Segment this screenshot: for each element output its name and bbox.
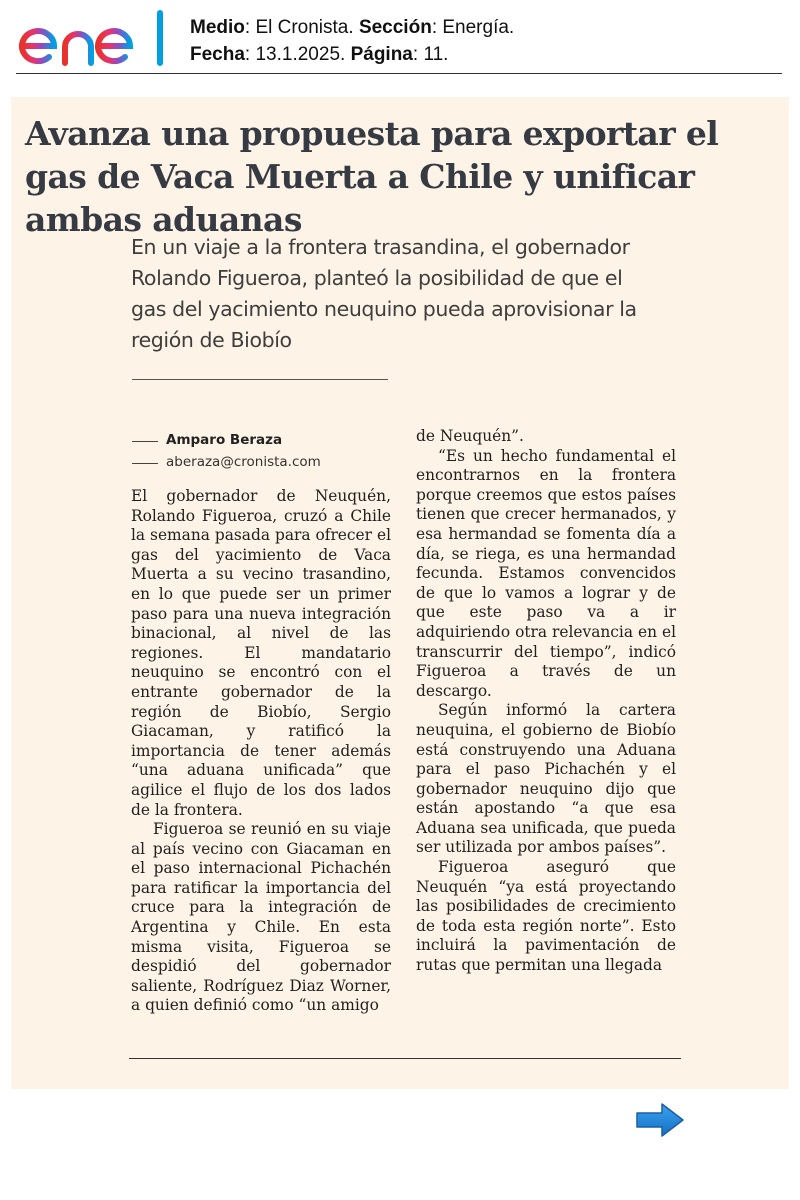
enel-logo: [16, 8, 172, 70]
pagina-value: 11.: [423, 44, 449, 65]
medio-label: Medio: [190, 17, 245, 38]
byline-dash: [132, 463, 158, 464]
press-metadata: Medio: El Cronista. Sección: Energía. Fecha: 13.1.2025. Página: 11.: [190, 17, 515, 65]
article-column-2: [416, 427, 676, 976]
arrow-right-icon[interactable]: [634, 1101, 686, 1139]
body-paragraph: de Neuquén”.: [416, 427, 524, 445]
body-paragraph: Figueroa se reunió en su viaje al país vecino con Giacaman en el paso internacional Pichachén para ratificar la importancia del cruce para la integración de Argentina y Chile. En esta misma visita, Figueroa se despidió del gobernador saliente, Rodríguez Diaz Worner, a quien definió como “un amigo: [131, 820, 391, 1015]
article-subhead: En un viaje a la frontera trasandina, el gobernador Rolando Figueroa, planteó la posibilidad de que el gas del yacimiento neuquino pueda aprovisionar la región de Biobío: [131, 235, 637, 352]
seccion-value: Energía.: [442, 17, 515, 38]
subhead-divider: [132, 379, 388, 380]
header-divider: [16, 73, 782, 74]
fecha-value: 13.1.2025.: [255, 44, 346, 65]
body-paragraph: “Es un hecho fundamental el encontrarnos en la frontera porque creemos que estos países tienen que crecer hermanados, y esa hermandad se fomenta día a día, se riega, es una hermandad fecunda. Estamos convencidos de que lo vamos a lograr y de que este paso va a ir adquiriendo otra relevancia en el transcurrir del tiempo”, indicó Figueroa a través de un descargo.: [416, 446, 676, 700]
body-paragraph: El gobernador de Neuquén, Rolando Figueroa, cruzó a Chile la semana pasada para ofrecer el gas del yacimiento de Vaca Muerta a su vecino trasandino, en lo que puede ser un primer paso para una nueva integración binacional, al nivel de las regiones. El mandatario neuquino se encontró con el entrante gobernador de la región de Biobío, Sergio Giacaman, y ratificó la importancia de tener además “una aduana unificada” que agilice el flujo de los dos lados de la frontera.: [131, 487, 391, 819]
pagina-label: Página: [350, 44, 413, 65]
article-clipping: [11, 97, 789, 1089]
author-email: aberaza@cronista.com: [166, 454, 321, 470]
article-bottom-divider: [129, 1058, 681, 1059]
body-paragraph: Figueroa aseguró que Neuquén “ya está proyectando las posibilidades de crecimiento de toda esta región norte”. Esto incluirá la pavimentación de rutas que permitan una llegada: [416, 858, 676, 975]
author-name: Amparo Beraza: [166, 432, 283, 448]
article-headline: Avanza una propuesta para exportar el gas de Vaca Muerta a Chile y unificar ambas aduanas: [25, 114, 719, 239]
seccion-label: Sección: [358, 17, 432, 38]
press-header: [0, 0, 800, 80]
byline-dash: [132, 441, 158, 442]
medio-value: El Cronista.: [255, 17, 354, 38]
article-column-1: [131, 487, 391, 1016]
byline: [132, 429, 321, 473]
body-paragraph: Según informó la cartera neuquina, el gobierno de Biobío está construyendo una Aduana para el paso Pichachén y el gobernador neuquino dijo que están apostando “a que esa Aduana sea unificada, que pueda ser utilizada por ambos países”.: [416, 701, 676, 857]
fecha-label: Fecha: [190, 44, 245, 65]
